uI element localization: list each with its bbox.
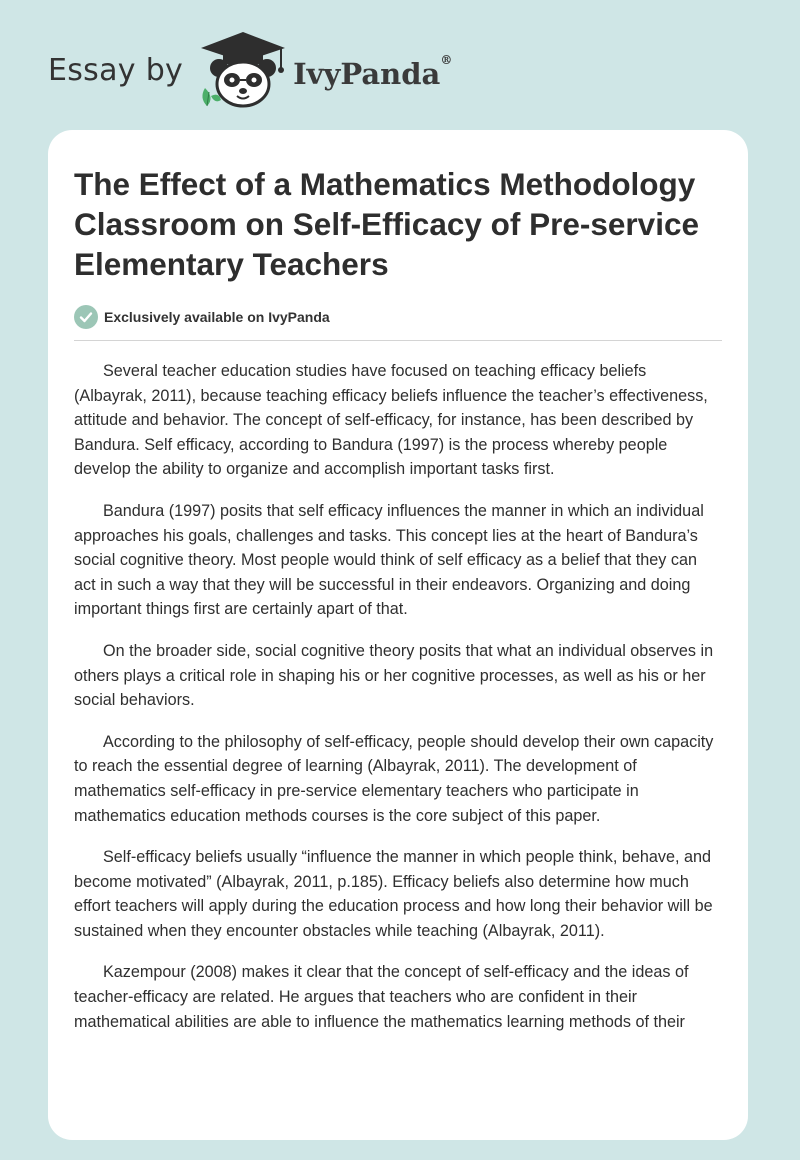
paragraph-1: Several teacher education studies have focused on teaching efficacy beliefs (Albayrak, 2011), because teaching efficacy beliefs influence the teacher’s effectiveness, attitude and behavior. The concept of self-efficacy, for instance, has been described by Bandura. Self efficacy, according to Bandura (1997) is the process whereby people develop the ability to organize and accomplish important tasks first.: [74, 362, 708, 479]
exclusive-label: Exclusively available on IvyPanda: [104, 309, 330, 325]
brand-name[interactable]: IvyPanda®: [293, 53, 453, 91]
paragraph-6: Kazempour (2008) makes it clear that the concept of self-efficacy and the ideas of teacher-efficacy are related. He argues that teachers who are confident in their mathematical abilities are able to influence the mathematics learning methods of their: [74, 963, 689, 1031]
panda-logo-icon[interactable]: [197, 30, 289, 110]
essay-by-label: Essay by: [48, 52, 184, 88]
essay-card: [48, 130, 748, 1140]
paragraph-2: Bandura (1997) posits that self efficacy influences the manner in which an individual approaches his goals, challenges and tasks. This concept lies at the heart of Bandura’s social cognitive theory. Most people would think of self efficacy as a belief that they can act in such a way that they will be successful in their endeavors. Organizing and doing important things first are certainly apart of that.: [74, 501, 704, 619]
divider: [74, 340, 722, 341]
exclusive-badge: [74, 304, 722, 330]
site-header: [48, 30, 452, 110]
essay-title: The Effect of a Mathematics Methodology Classroom on Self-Efficacy of Pre-service Elementary Teachers: [74, 166, 699, 282]
paragraph-4: According to the philosophy of self-efficacy, people should develop their own capacity to reach the essential degree of learning (Albayrak, 2011). The development of mathematics self-efficacy in pre-service elementary teachers who participate in mathematics education methods courses is the core subject of this paper.: [74, 732, 714, 825]
paragraph-3: On the broader side, social cognitive theory posits that what an individual observes in others plays a critical role in shaping his or her cognitive processes, as well as his or her social behaviors.: [74, 641, 714, 710]
check-icon: [74, 305, 98, 329]
paragraph-5: Self-efficacy beliefs usually “influence the manner in which people think, behave, and become motivated” (Albayrak, 2011, p.185). Efficacy beliefs also determine how much effort teachers will apply during the education process and how long their behavior will be sustained when they encounter obstacles while teaching (Albayrak, 2011).: [74, 848, 713, 940]
registered-mark: ®: [440, 53, 453, 67]
essay-body: [74, 359, 722, 1034]
